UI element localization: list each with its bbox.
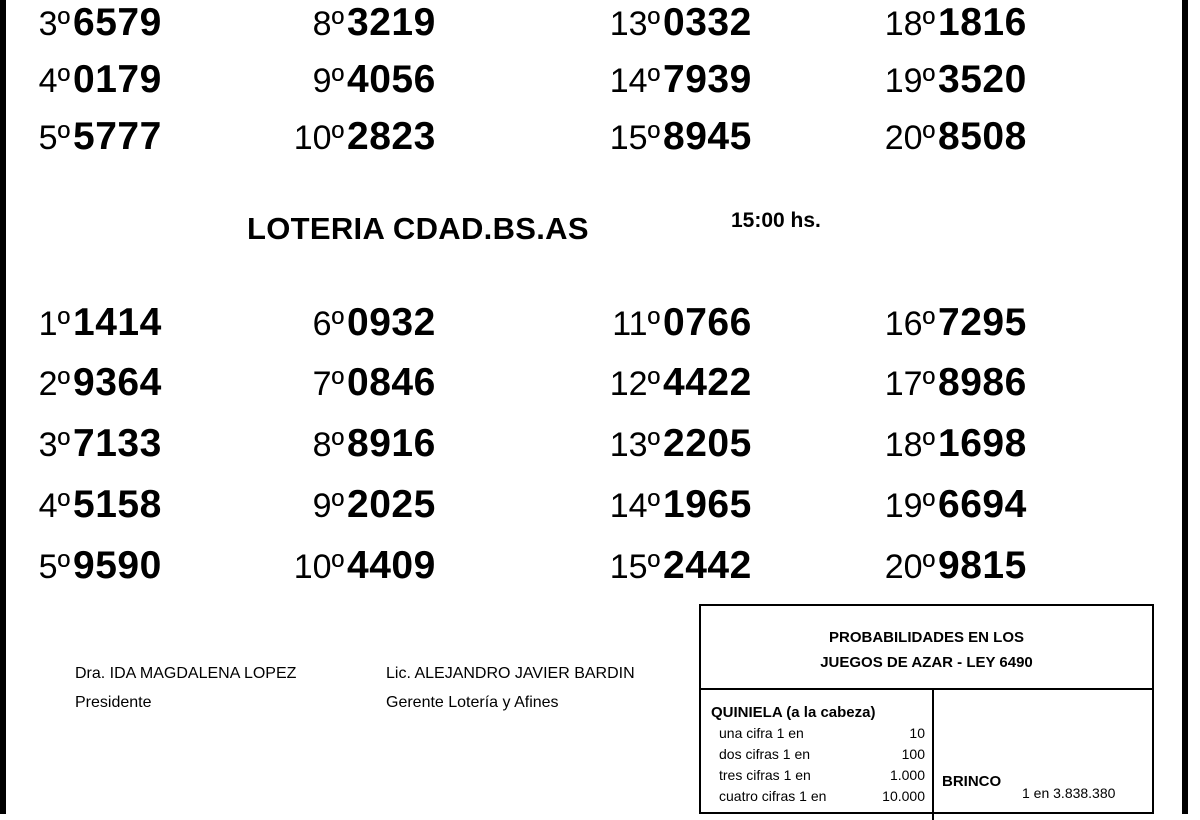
result-entry — [28, 60, 162, 99]
odds-row — [711, 788, 932, 809]
result-entry — [865, 303, 1027, 342]
result-entry — [865, 546, 1027, 585]
signatory-name: Dra. IDA MAGDALENA LOPEZ — [75, 665, 297, 682]
result-number: 2442 — [663, 544, 752, 587]
probabilities-box — [699, 604, 1154, 814]
result-entry — [865, 60, 1027, 99]
result-entry — [590, 363, 752, 402]
quiniela-panel — [701, 690, 934, 820]
result-entry — [284, 424, 436, 463]
brinco-panel — [934, 690, 1154, 820]
section-time: 15:00 hs. — [731, 209, 821, 232]
result-position: 13º — [609, 426, 660, 464]
result-entry — [28, 546, 162, 585]
result-entry — [28, 303, 162, 342]
odds-label: dos cifras 1 en — [719, 746, 811, 762]
result-entry — [28, 3, 162, 42]
result-position: 18º — [884, 5, 935, 43]
signature-block — [75, 660, 296, 718]
result-number: 0766 — [663, 301, 752, 344]
result-position: 17º — [884, 365, 935, 403]
result-entry — [284, 3, 436, 42]
result-number: 1414 — [73, 301, 162, 344]
odds-row — [711, 767, 932, 788]
result-number: 0179 — [73, 58, 162, 101]
result-position: 4º — [38, 62, 70, 100]
result-position: 4º — [38, 487, 70, 525]
result-entry — [284, 303, 436, 342]
result-number: 4409 — [347, 544, 436, 587]
result-position: 19º — [884, 487, 935, 525]
result-position: 11º — [612, 305, 660, 343]
result-position: 3º — [38, 5, 70, 43]
result-position: 7º — [312, 365, 344, 403]
signatory-role: Presidente — [75, 693, 152, 711]
brinco-odds: 1 en 3.838.380 — [1022, 785, 1116, 801]
result-position: 9º — [312, 487, 344, 525]
result-number: 1698 — [938, 422, 1027, 465]
result-entry — [284, 485, 436, 524]
result-number: 2205 — [663, 422, 752, 465]
signatory-role: Gerente Lotería y Afines — [386, 693, 559, 711]
result-number: 8945 — [663, 115, 752, 158]
result-number: 4056 — [347, 58, 436, 101]
result-number: 7939 — [663, 58, 752, 101]
result-entry — [590, 60, 752, 99]
odds-value: 1.000 — [889, 767, 925, 783]
section-title: LOTERIA CDAD.BS.AS — [247, 211, 589, 246]
result-position: 15º — [609, 119, 660, 157]
result-number: 3520 — [938, 58, 1027, 101]
probabilities-header-line: JUEGOS DE AZAR - LEY 6490 — [820, 654, 1033, 671]
result-number: 9815 — [938, 544, 1027, 587]
result-position: 5º — [38, 548, 70, 586]
result-position: 14º — [609, 62, 660, 100]
result-position: 12º — [609, 365, 660, 403]
result-number: 8916 — [347, 422, 436, 465]
result-entry — [590, 303, 752, 342]
result-entry — [590, 424, 752, 463]
result-position: 6º — [312, 305, 344, 343]
result-position: 9º — [312, 62, 344, 100]
result-entry — [590, 485, 752, 524]
result-entry — [270, 546, 436, 585]
result-number: 8986 — [938, 361, 1027, 404]
result-entry — [865, 3, 1027, 42]
odds-value: 10.000 — [882, 788, 925, 804]
result-position: 18º — [884, 426, 935, 464]
signature-block — [386, 660, 635, 718]
result-entry — [865, 424, 1027, 463]
result-number: 5158 — [73, 483, 162, 526]
odds-row — [711, 746, 932, 767]
result-number: 4422 — [663, 361, 752, 404]
result-number: 7133 — [73, 422, 162, 465]
result-position: 13º — [609, 5, 660, 43]
result-entry — [284, 60, 436, 99]
odds-label: una cifra 1 en — [719, 725, 804, 741]
result-entry — [28, 363, 162, 402]
result-number: 6579 — [73, 1, 162, 44]
brinco-label: BRINCO — [942, 773, 1002, 790]
result-number: 6694 — [938, 483, 1027, 526]
result-number: 7295 — [938, 301, 1027, 344]
result-position: 8º — [312, 5, 344, 43]
result-number: 0846 — [347, 361, 436, 404]
odds-label: cuatro cifras 1 en — [719, 788, 827, 804]
result-number: 2823 — [347, 115, 436, 158]
result-entry — [270, 117, 436, 156]
odds-row — [711, 725, 932, 746]
result-number: 2025 — [347, 483, 436, 526]
probabilities-header-line: PROBABILIDADES EN LOS — [828, 629, 1024, 646]
odds-label: tres cifras 1 en — [719, 767, 811, 783]
result-number: 1816 — [938, 1, 1027, 44]
signatory-name: Lic. ALEJANDRO JAVIER BARDIN — [386, 665, 635, 682]
result-position: 16º — [884, 305, 935, 343]
result-entry — [590, 117, 752, 156]
result-position: 10º — [293, 548, 344, 586]
quiniela-title: QUINIELA (a la cabeza) — [711, 704, 876, 721]
result-number: 9364 — [73, 361, 162, 404]
probabilities-header — [701, 606, 1152, 690]
result-position: 3º — [38, 426, 70, 464]
result-position: 1º — [38, 305, 70, 343]
result-position: 20º — [884, 548, 935, 586]
result-number: 0932 — [347, 301, 436, 344]
result-position: 2º — [38, 365, 70, 403]
result-position: 5º — [38, 119, 70, 157]
result-position: 10º — [293, 119, 344, 157]
result-entry — [28, 424, 162, 463]
result-entry — [28, 485, 162, 524]
result-entry — [865, 117, 1027, 156]
result-entry — [865, 363, 1027, 402]
result-position: 15º — [609, 548, 660, 586]
result-position: 8º — [312, 426, 344, 464]
result-position: 19º — [884, 62, 935, 100]
result-entry — [590, 3, 752, 42]
result-entry — [865, 485, 1027, 524]
result-entry — [590, 546, 752, 585]
result-number: 8508 — [938, 115, 1027, 158]
result-position: 20º — [884, 119, 935, 157]
result-number: 3219 — [347, 1, 436, 44]
result-number: 1965 — [663, 483, 752, 526]
result-number: 5777 — [73, 115, 162, 158]
odds-value: 100 — [901, 746, 925, 762]
result-number: 0332 — [663, 1, 752, 44]
odds-value: 10 — [909, 725, 925, 741]
result-entry — [284, 363, 436, 402]
result-entry — [28, 117, 162, 156]
result-position: 14º — [609, 487, 660, 525]
result-number: 9590 — [73, 544, 162, 587]
